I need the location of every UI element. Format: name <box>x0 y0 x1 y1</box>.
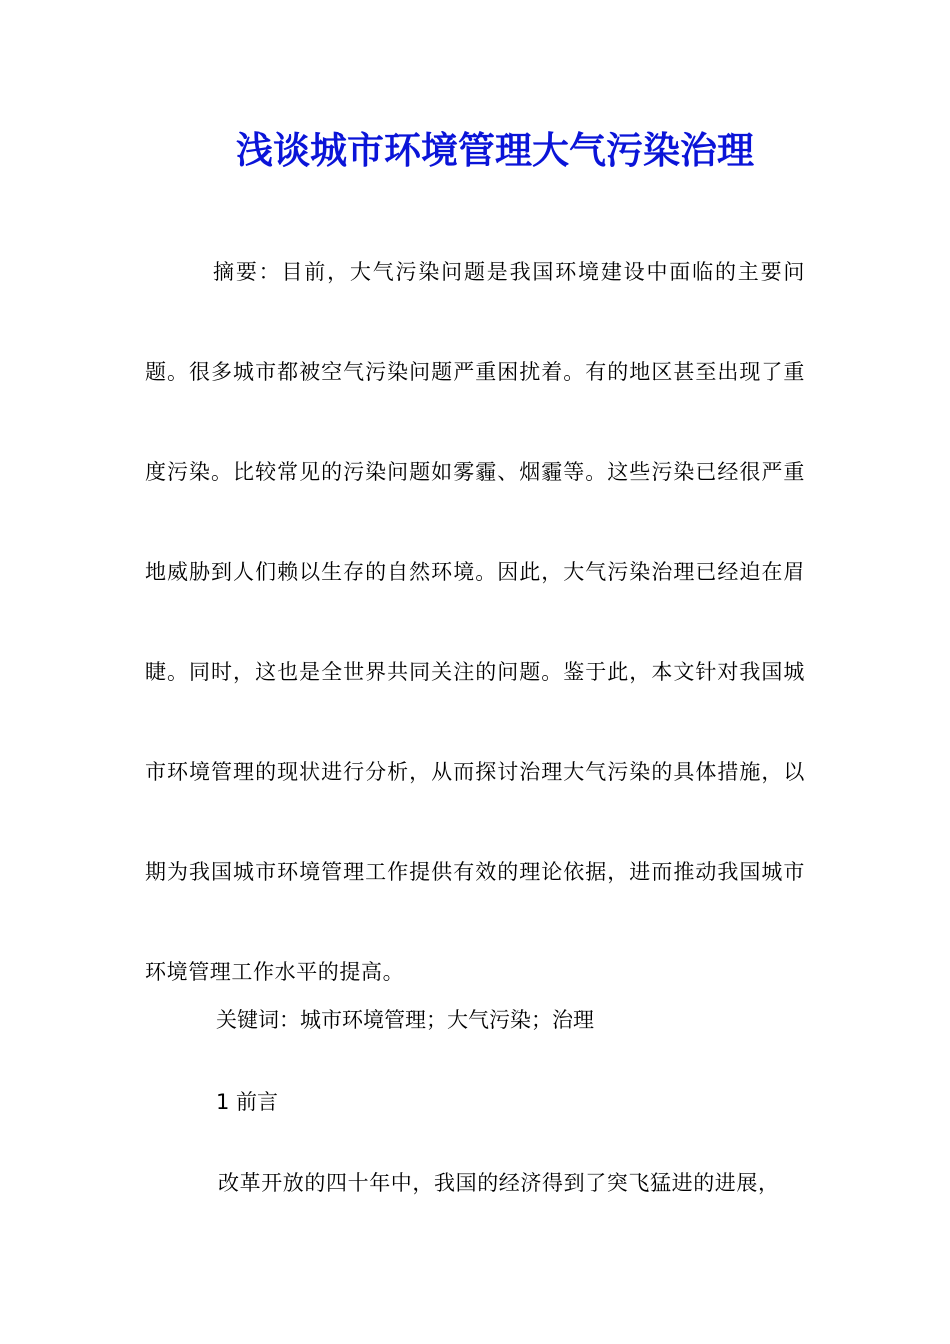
keywords-line: 关键词：城市环境管理；大气污染；治理 <box>216 1008 594 1032</box>
document-title: 浅谈城市环境管理大气污染治理 <box>236 128 754 172</box>
body-paragraph: 改革开放的四十年中，我国的经济得到了突飞猛进的进展， <box>218 1171 780 1195</box>
abstract-paragraph: 摘要：目前，大气污染问题是我国环境建设中面临的主要问题。很多城市都被空气污染问题严重困扰着。有的地区甚至出现了重度污染。比较常见的污染问题如雾霾、烟霾等。这些污染已经很严重地威胁到人们赖以生存的自然环境。因此，大气污染治理已经迫在眉睫。同时，这也是全世界共同关注的问题。鉴于此，本文针对我国城市环境管理的现状进行分析，从而探讨治理大气污染的具体措施，以期为我国城市环境管理工作提供有效的理论依据，进而推动我国城市环境管理工作水平的提高。 <box>145 260 805 984</box>
section-heading: 1 前言 <box>216 1090 279 1114</box>
